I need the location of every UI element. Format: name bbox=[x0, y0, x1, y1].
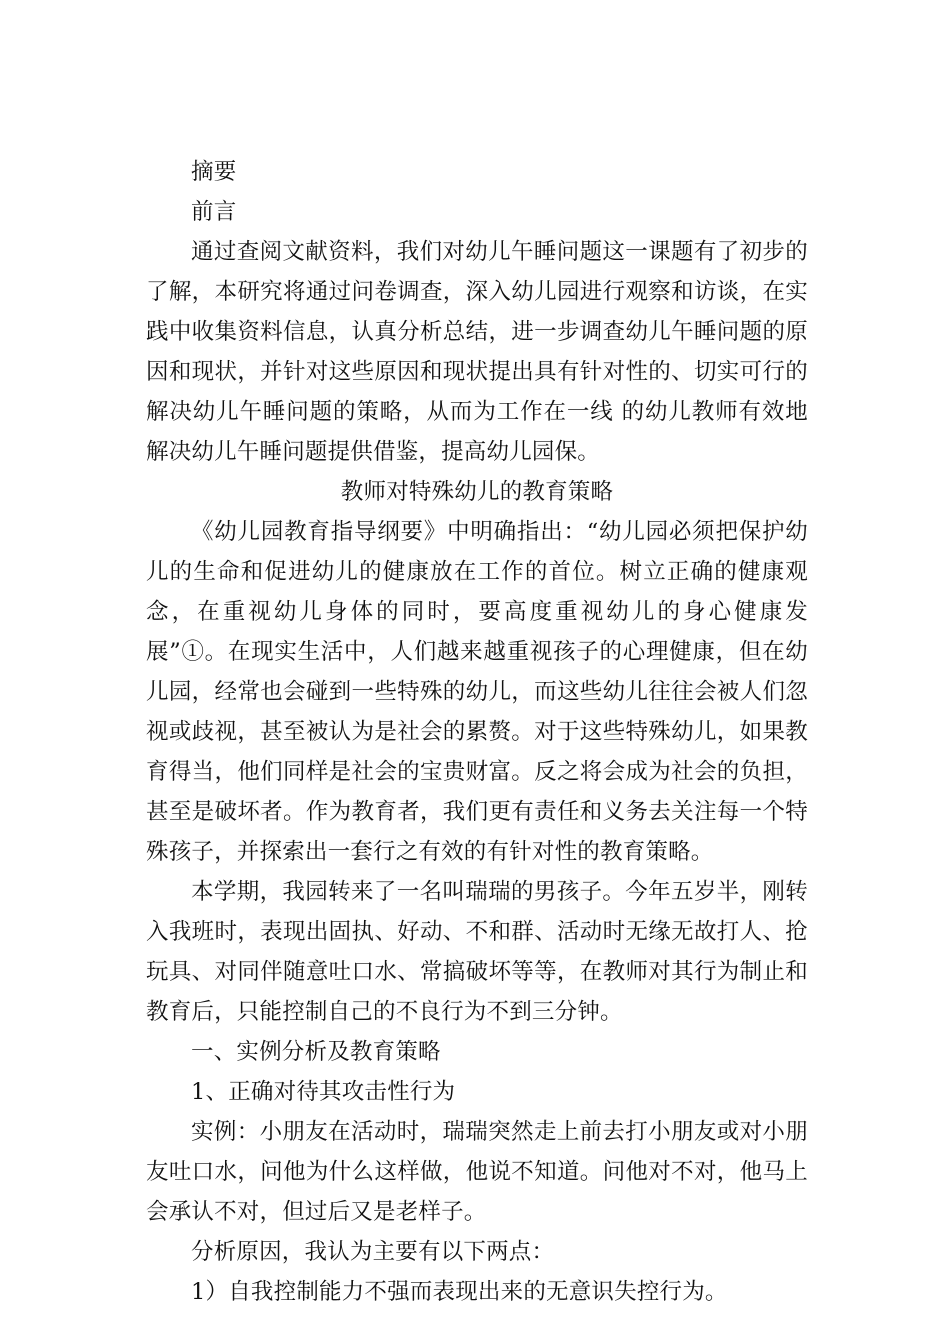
intro-paragraph: 通过查阅文献资料，我们对幼儿午睡问题这一课题有了初步的了解，本研究将通过问卷调查，深入幼儿园进行观察和访谈，在实践中收集资料信息，认真分析总结，进一步调查幼儿午睡问题的原因和现状，并针对这些原因和现状提出具有针对性的、切实可行的解决幼儿午睡问题的策略，从而为工作在一线 的幼儿教师有效地解决幼儿午睡问题提供借鉴，提高幼儿园保。 bbox=[146, 239, 808, 465]
example-paragraph: 实例：小朋友在活动时，瑞瑞突然走上前去打小朋友或对小朋友吐口水，问他为什么这样做，他说不知道。问他对不对，他马上会承认不对，但过后又是老样子。 bbox=[146, 1119, 808, 1225]
subsection-heading-aggression: 1、正确对待其攻击性行为 bbox=[191, 1079, 456, 1105]
section-heading-case-analysis: 一、实例分析及教育策略 bbox=[191, 1039, 441, 1065]
analysis-intro: 分析原因，我认为主要有以下两点： bbox=[191, 1239, 555, 1265]
policy-quote-paragraph: 《幼儿园教育指导纲要》中明确指出：“幼儿园必须把保护幼儿的生命和促进幼儿的健康放在工作的首位。树立正确的健康观念，在重视幼儿身体的同时，要高度重视幼儿的身心健康发展”①。在现实生活中，人们越来越重视孩子的心理健康，但在幼儿园，经常也会碰到一些特殊的幼儿，而这些幼儿往往会被人们忽视或歧视，甚至被认为是社会的累赘。对于这些特殊幼儿，如果教育得当，他们同样是社会的宝贵财富。反之将会成为社会的负担，甚至是破坏者。作为教育者，我们更有责任和义务去关注每一个特殊孩子，并探索出一套行之有效的有针对性的教育策略。 bbox=[146, 519, 808, 865]
article-title: 教师对特殊幼儿的教育策略 bbox=[340, 479, 614, 505]
abstract-heading: 摘要 bbox=[191, 159, 237, 185]
preface-heading: 前言 bbox=[191, 199, 237, 225]
reason-item-1: 1）自我控制能力不强而表现出来的无意识失控行为。 bbox=[191, 1279, 728, 1305]
case-introduction-paragraph: 本学期，我园转来了一名叫瑞瑞的男孩子。今年五岁半，刚转入我班时，表现出固执、好动、不和群、活动时无缘无故打人、抢玩具、对同伴随意吐口水、常搞破坏等等，在教师对其行为制止和教育后，只能控制自己的不良行为不到三分钟。 bbox=[146, 879, 808, 1025]
document-body bbox=[146, 152, 808, 1312]
